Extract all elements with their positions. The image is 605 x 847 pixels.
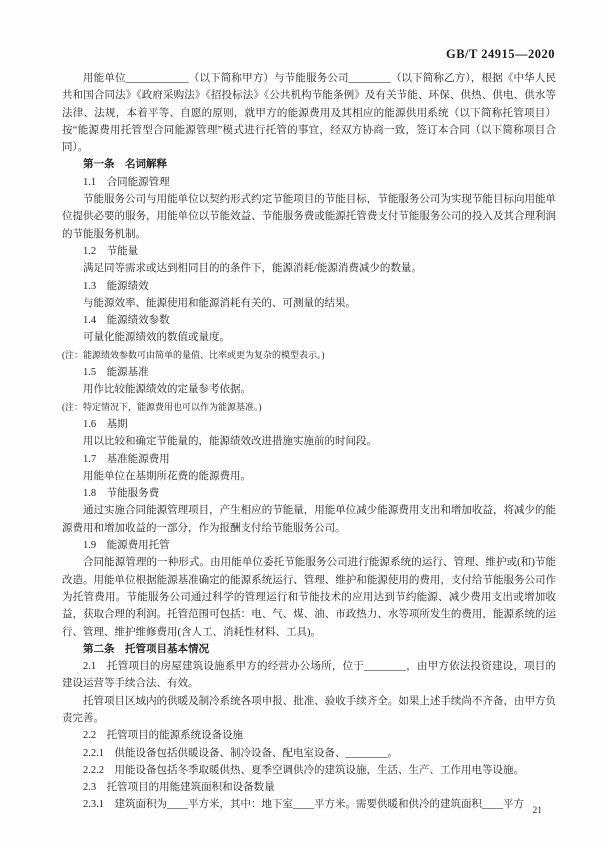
paragraph: 用作比较能源绩效的定量参考依据。 xyxy=(83,384,251,396)
clause-heading: 第一条 名词解释 xyxy=(83,158,167,171)
sub-heading: 1.1 合同能源管理 xyxy=(83,176,170,188)
paragraph: 用能单位____________（以下简称甲方）与节能服务公司________（以下简称乙方），根据《中华人民共和国合同法》《政府采购法》《招投标法》《公共机构节能条例》及有关节能、环保、供热、供电、供水等法律、法规，本着平等、自愿的原则，就甲方的能源费用及其相应的能源供用系统（以下简称托管项目）按“能源费用托管型合同能源管理”模式进行托管的事宜，经双方协商一致，签订本合同（以下简称项目合同）。 xyxy=(62,73,556,154)
paragraph: 2.2.1 供能设备包括供暖设备、制冷设备、配电室设备、________。 xyxy=(83,747,398,759)
sub-heading: 1.6 基期 xyxy=(83,418,128,430)
document-body xyxy=(62,70,556,814)
paragraph: 用以比较和确定节能量的，能源绩效改进措施实施前的时间段。 xyxy=(83,436,377,448)
paragraph: 用能单位在基期所花费的能源费用。 xyxy=(83,470,251,482)
sub-heading: 1.4 能源绩效参数 xyxy=(83,315,170,327)
paragraph: 合同能源管理的一种形式。由用能单位委托节能服务公司进行能源系统的运行、管理、维护或(和)节能改造。用能单位根据能源基准确定的能源系统运行、管理、维护和能源使用的费用，支付给节能服务公司作为托管费用。节能服务公司通过科学的管理运行和节能技术的应用达到节约能源、减少费用支出或增加收益，获取合理的利润。托管范围可包括：电、气、煤、油、市政热力、水等项所发生的费用，能源系统的运行、管理、维护维修费用(含人工、消耗性材料、工具)。 xyxy=(62,557,556,638)
paragraph: 与能源效率、能源使用和能源消耗有关的、可测量的结果。 xyxy=(83,297,356,309)
paragraph: 2.1 托管项目的房屋建筑设施系甲方的经营办公场所，位于________，由甲方依法投资建设，项目的建设运营等手续合法、有效。 xyxy=(62,661,556,690)
sub-heading: 1.8 节能服务费 xyxy=(83,488,160,500)
paragraph: 通过实施合同能源管理项目，产生相应的节能量，用能单位减少能源费用支出和增加收益，将减少的能源费用和增加收益的一部分，作为报酬支付给节能服务公司。 xyxy=(62,505,556,534)
standard-code: GB/T 24915—2020 xyxy=(445,47,555,61)
sub-heading: 1.3 能源绩效 xyxy=(83,280,149,292)
paragraph: 可量化能源绩效的数值或量度。 xyxy=(83,332,230,344)
note: (注：特定情况下，能源费用也可以作为能源基准。) xyxy=(62,401,262,412)
paragraph: 满足同等需求或达到相同目的的条件下，能源消耗/能源消费减少的数量。 xyxy=(83,263,422,275)
sub-heading: 1.2 节能量 xyxy=(83,245,139,257)
paragraph: 托管项目区域内的供暖及制冷系统各项申报、批准、验收手续齐全。如果上述手续尚不齐备，由甲方负责完善。 xyxy=(62,695,556,724)
note: (注：能源绩效参数可由简单的量值、比率或更为复杂的模型表示。) xyxy=(62,349,325,360)
sub-heading: 2.2 托管项目的能源系统设备设施 xyxy=(83,730,244,742)
clause-heading: 第二条 托管项目基本情况 xyxy=(83,642,209,655)
paragraph: 2.2.2 用能设备包括冬季取暖供热、夏季空调供冷的建筑设施，生活、生产、工作用电等设施。 xyxy=(83,764,524,776)
sub-heading: 1.9 能源费用托管 xyxy=(83,540,170,552)
paragraph: 2.3.1 建筑面积为____平方米，其中：地下室____平方米。需要供暖和供冷的建筑面积____平方 xyxy=(83,799,524,811)
page-number: 21 xyxy=(532,806,542,816)
sub-heading: 2.3 托管项目的用能建筑面积和设备数量 xyxy=(83,782,275,794)
sub-heading: 1.7 基准能源费用 xyxy=(83,453,170,465)
paragraph: 节能服务公司与用能单位以契约形式约定节能项目的节能目标，节能服务公司为实现节能目标向用能单位提供必要的服务，用能单位以节能效益、节能服务费或能源托管费支付节能服务公司的投入及其合理利润的节能服务机制。 xyxy=(62,194,556,240)
sub-heading: 1.5 能源基准 xyxy=(83,367,149,379)
